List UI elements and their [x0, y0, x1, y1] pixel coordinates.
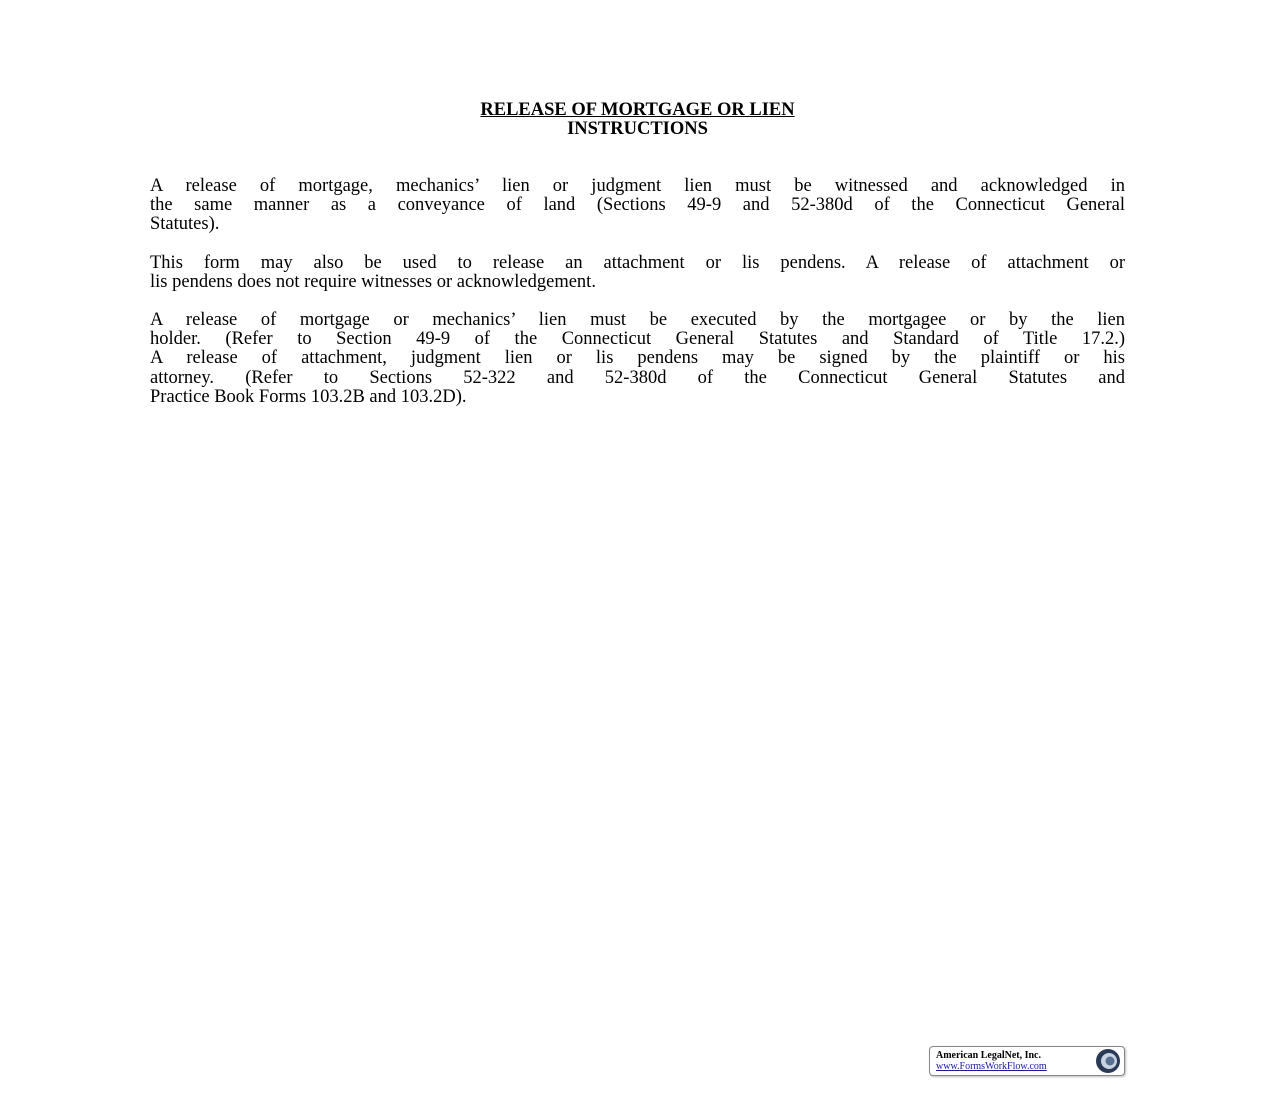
- text-line: holder. (Refer to Section 49-9 of the Connecticut General Statutes and Standard of Title 17.2.): [150, 329, 1125, 350]
- company-name: American LegalNet, Inc.: [936, 1050, 1041, 1061]
- text-line: Practice Book Forms 103.2B and 103.2D).: [150, 386, 467, 407]
- document-subtitle: INSTRUCTIONS: [567, 119, 708, 139]
- globe-logo-icon: [1094, 1048, 1122, 1074]
- paragraph-3: [150, 311, 1125, 407]
- footer-logo: [929, 1046, 1125, 1076]
- text-line: A release of mortgage, mechanics’ lien or judgment lien must be witnessed and acknowledged in: [150, 176, 1125, 196]
- paragraph-1: [150, 177, 1125, 235]
- text-line: A release of mortgage or mechanics’ lien must be executed by the mortgagee or by the lien: [150, 310, 1125, 330]
- text-line: Statutes).: [150, 214, 220, 235]
- text-line: the same manner as a conveyance of land (Sections 49-9 and 52-380d of the Connecticut General: [150, 195, 1125, 216]
- text-line: This form may also be used to release an attachment or lis pendens. A release of attachment or: [150, 253, 1125, 273]
- text-line: attorney. (Refer to Sections 52-322 and 52-380d of the Connecticut General Statutes and: [150, 367, 1125, 388]
- website-link[interactable]: www.FormsWorkFlow.com: [936, 1061, 1047, 1072]
- text-line: A release of attachment, judgment lien or lis pendens may be signed by the plaintiff or his: [150, 348, 1125, 369]
- paragraph-2: [150, 254, 1125, 292]
- text-line: lis pendens does not require witnesses or acknowledgement.: [150, 272, 596, 293]
- document-title: RELEASE OF MORTGAGE OR LIEN: [480, 100, 795, 120]
